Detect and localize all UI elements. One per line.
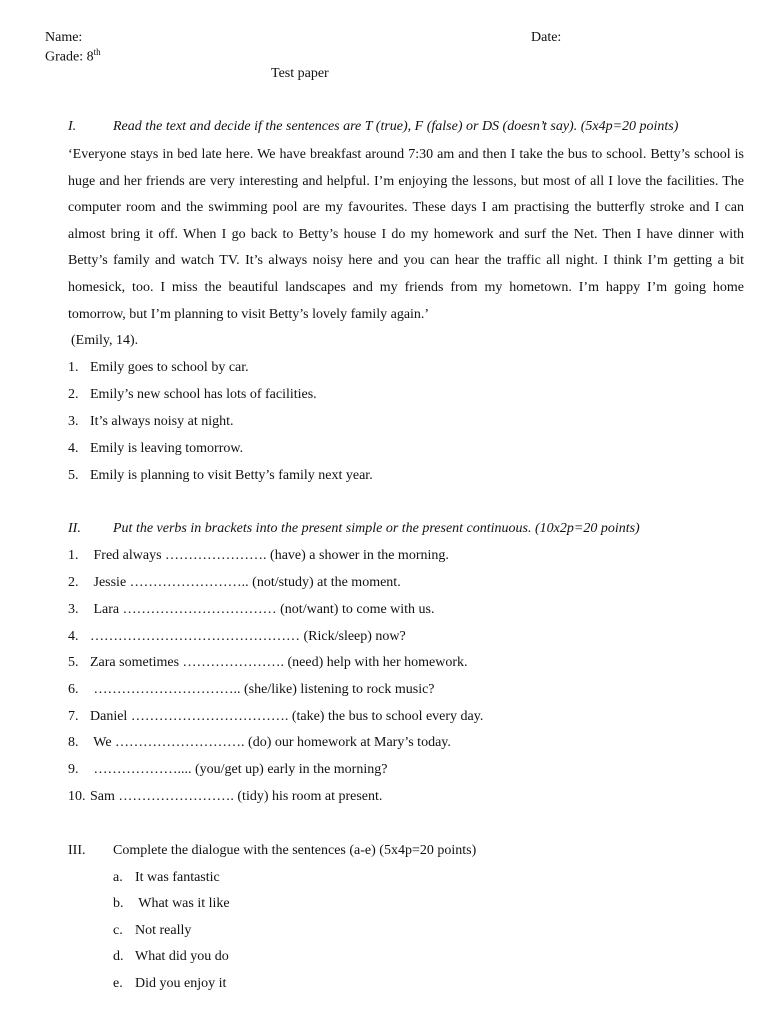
dialogue-option-text: What was it like xyxy=(135,896,230,911)
verb-item-text: Jessie …………………….. (not/study) at the moment. xyxy=(90,575,401,590)
tf-item-number: 3. xyxy=(68,414,79,429)
section-1-instruction: Read the text and decide if the sentences are T (true), F (false) or DS (doesn’t say). (5x4p=20 points) xyxy=(113,119,679,134)
grade-text: Grade: 8 xyxy=(45,49,94,65)
tf-item-text: It’s always noisy at night. xyxy=(90,414,234,429)
verb-item-number: 5. xyxy=(68,655,79,670)
verb-item-number: 4. xyxy=(68,629,79,644)
section-3-number: III. xyxy=(68,843,86,858)
verb-item-text: We ………………………. (do) our homework at Mary’s today. xyxy=(90,735,451,750)
tf-item-text: Emily is leaving tomorrow. xyxy=(90,441,244,456)
tf-item xyxy=(68,468,373,484)
verb-item-number: 10. xyxy=(68,789,86,804)
verb-item xyxy=(68,548,449,564)
tf-item xyxy=(68,414,234,430)
tf-item xyxy=(68,387,317,403)
reading-passage: ‘Everyone stays in bed late here. We have breakfast around 7:30 am and then I take the bus to school. Betty’s school is huge and her friends are very interesting and helpful. I’m enjoying the lessons, but most of all I love the facilities. The computer room and the swimming pool are my favourites. These days I am practising the butterfly stroke and I can almost bring it off. When I go back to Betty’s house I do my homework and surf the Net. Then I have dinner with Betty’s family and watch TV. It’s always noisy here and you can hear the traffic all night. I think I’m getting a bit homesick, too. I miss the beautiful landscapes and my friends from my hometown. I’m happy I’m going home tomorrow, but I’m planning to visit Betty’s lovely family again.’ xyxy=(68,147,744,322)
verb-item xyxy=(68,575,401,591)
verb-item xyxy=(68,735,451,751)
section-3-heading xyxy=(68,843,476,859)
dialogue-option-letter: c. xyxy=(113,923,123,938)
tf-item xyxy=(68,360,249,376)
verb-item-text: Daniel ……………………………. (take) the bus to school every day. xyxy=(90,709,484,724)
dialogue-option-text: Did you enjoy it xyxy=(135,976,227,991)
section-2-number: II. xyxy=(68,521,81,536)
dialogue-option xyxy=(113,923,191,939)
dialogue-option-text: What did you do xyxy=(135,949,229,964)
dialogue-option xyxy=(113,949,229,965)
dialogue-option-text: Not really xyxy=(135,923,192,938)
verb-item xyxy=(68,655,468,671)
tf-item-text: Emily is planning to visit Betty’s family next year. xyxy=(90,468,373,483)
tf-item-number: 1. xyxy=(68,360,79,375)
grade-superscript: th xyxy=(93,47,101,57)
verb-item-text: ………………………….. (she/like) listening to rock music? xyxy=(90,682,435,697)
verb-item xyxy=(68,682,435,698)
date-label: Date: xyxy=(531,30,562,45)
verb-item-number: 7. xyxy=(68,709,79,724)
verb-item xyxy=(68,629,406,645)
verb-item-text: Sam ……………………. (tidy) his room at present. xyxy=(90,789,383,804)
verb-item-number: 3. xyxy=(68,602,79,617)
dialogue-option xyxy=(113,870,220,886)
verb-item-text: Zara sometimes …………………. (need) help with her homework. xyxy=(90,655,468,670)
passage-signature: (Emily, 14). xyxy=(71,333,139,348)
dialogue-option-letter: e. xyxy=(113,976,123,991)
tf-item-text: Emily’s new school has lots of facilities. xyxy=(90,387,317,402)
tf-item-number: 2. xyxy=(68,387,79,402)
name-label: Name: xyxy=(45,30,83,45)
verb-item-number: 6. xyxy=(68,682,79,697)
verb-item-number: 9. xyxy=(68,762,79,777)
verb-item-number: 1. xyxy=(68,548,79,563)
dialogue-option-letter: a. xyxy=(113,870,123,885)
verb-item-text: ……………………………………… (Rick/sleep) now? xyxy=(90,629,406,644)
verb-item xyxy=(68,789,382,805)
dialogue-option xyxy=(113,896,230,912)
verb-item-text: Lara …………………………… (not/want) to come with us. xyxy=(90,602,435,617)
dialogue-option xyxy=(113,976,226,992)
section-2-instruction: Put the verbs in brackets into the present simple or the present continuous. (10x2p=20 points) xyxy=(113,521,640,536)
section-1-heading xyxy=(68,119,678,135)
tf-item xyxy=(68,441,243,457)
dialogue-option-letter: b. xyxy=(113,896,124,911)
verb-item-number: 2. xyxy=(68,575,79,590)
tf-item-number: 4. xyxy=(68,441,79,456)
dialogue-option-letter: d. xyxy=(113,949,124,964)
verb-item-text: ……………….... (you/get up) early in the morning? xyxy=(90,762,388,777)
section-2-heading xyxy=(68,521,640,537)
verb-item-text: Fred always …………………. (have) a shower in the morning. xyxy=(90,548,449,563)
verb-item xyxy=(68,709,483,725)
page-title: Test paper xyxy=(271,66,329,81)
section-1-number: I. xyxy=(68,119,77,134)
verb-item xyxy=(68,762,387,778)
grade-label xyxy=(45,47,101,66)
section-3-instruction: Complete the dialogue with the sentences (a-e) (5x4p=20 points) xyxy=(113,843,477,858)
dialogue-option-text: It was fantastic xyxy=(135,870,220,885)
verb-item xyxy=(68,602,435,618)
tf-item-number: 5. xyxy=(68,468,79,483)
tf-item-text: Emily goes to school by car. xyxy=(90,360,249,375)
verb-item-number: 8. xyxy=(68,735,79,750)
